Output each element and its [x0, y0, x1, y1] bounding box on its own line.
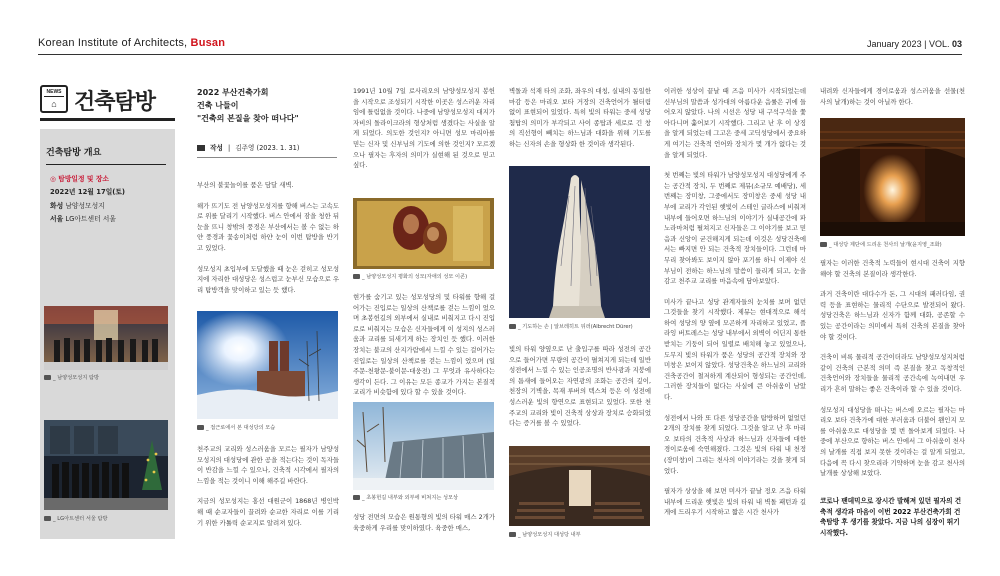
header-rule — [38, 54, 962, 55]
camera-icon — [509, 324, 516, 329]
schedule-label: ◎ 탐방일정 및 장소 — [50, 175, 109, 183]
brand-name: Korean Institute of Architects, — [38, 37, 188, 49]
section-title: 건축탐방 — [74, 90, 156, 115]
article-title-block — [197, 86, 299, 125]
camera-icon — [509, 532, 516, 537]
body-col3b: 빛의 타워 양옆으로 난 출입구를 따라 성전의 공간으로 들어가면 무량의 공간이 펼쳐지게 되는데 일반 성전에서 느낄 수 있는 인공조명의 반사광과 지붕에의 틈새에 들어오는 자연광의 조화는 공간의 깊이, 천장의 기벽을, 목재 루버의 텍스쳐 등은 이 성전에 성스러운 빛의 향연으로 표현되고 있었다. 또한 천주교의 교리와 빛이 건축적 상상과 장치로 승화되었다는 증거를 볼 수 있었다. — [509, 345, 651, 428]
camera-icon — [44, 516, 51, 521]
group-photo-namyang — [44, 306, 168, 370]
body-col5: 내려와 신자들에게 경이로움과 성스러움을 선물(천사의 날개)하는 것이 아닐까 한다. — [820, 87, 965, 106]
photo-interior-wings — [820, 118, 965, 236]
sidebar-heading: 건축탐방 개요 — [46, 148, 102, 158]
camera-icon — [44, 375, 51, 380]
body-col2: 1991년 10월 7일 로사리오의 남양성모성지 봉헌을 시작으로 조성되기 시작한 이곳은 성스러운 자리임에 틀림없을 것이다. 나중에 남양성모성지 대지가 자비의 돌라이크라의 형상처럼 생겼다는 사실을 알게 되었다. 의도한 것인지? 아니면 성모 마리아를 믿는 신자 및 신부님의 기도에 의한 것인지? 모르겠으나 필자는 후자의 의미가 실현해 된 것으로 믿고 싶다. — [353, 87, 495, 170]
article-subtitle: 건축 나들이 — [197, 101, 239, 110]
author-name: 김주영 (2023. 1. 31) — [235, 144, 300, 152]
camera-icon — [353, 495, 360, 500]
body-col3: 벽돌과 석재 타의 조화, 좌우의 대칭, 실내의 동일한 마감 등은 마리오 보타 거장의 건축언어가 될터림 없이 표현되어 있었다. 특히 빛의 타워는 중세 성당 첨탑의 의미가 부각되고 사이 종탑과 세로로 긴 창의 직선형이 빼치는 하느님과 대화을 위해 기도를 하는 신자의 손을 형상화 한 것이라 생각된다. — [509, 87, 651, 148]
author-line: 작성 | 김주영 (2023. 1. 31) — [197, 142, 299, 152]
brand-city: Busan — [190, 37, 226, 49]
conclusion-text: 코로나 팬데믹으로 장시간 발해져 있던 필자의 건축적 생각과 마음이 이번 2022 부산건축가회 건축탐방 후 생기를 찾았다. 지금 나의 심장이 뛰기 시작했다. — [820, 497, 962, 537]
caption-hands: _ 기도하는 손 | 알브레히트 뒤러(Albrecht Dürer) — [509, 323, 633, 330]
body-col2b: 현가를 숨기고 있는 성모성당의 및 타워를 향해 걸어가는 진입로는 일상의 산책로를 걷는 느낌이 었으며 초봉헌길의 외부에서 실내로 비춰지고 다시 진입로로 비춰지는 모습은 신자들에게 이 성지의 성스러움과 교리를 되새기게 하는 장치인 듯 했다. 이러한 장치는 불교의 산지가람에서 느낄 수 있는 걸어가는 진입로는 일상의 산책로를 걷는 느낌이 었으며 (일주문-천왕문-불이문-대웅전) 그 무엇과 유사하다는 생각이 든다. 그 이유는 모든 종교가 가지는 본질적 교리가 비슷함에 있다 할 수 있을 것이다. — [353, 293, 495, 397]
tour-date: 2022년 12월 17일(토) — [50, 188, 126, 196]
issue-date: January 2023 — [867, 39, 922, 49]
caption-church: _ 접근로에서 본 대성당의 모습 — [197, 424, 275, 431]
camera-icon — [197, 425, 204, 430]
separator: | — [924, 39, 927, 49]
photo-church-approach — [197, 311, 338, 419]
caption-path: _ 초봉헌길 내부와 외부에 비쳐지는 성모상 — [353, 494, 458, 501]
place-1: 화성 남양성모성지 — [50, 202, 105, 210]
body-col4: 이러한 성상이 끝날 때 즈음 미사가 시작되었는데 신부님의 말씀과 성가대의 아름다운 음률은 귀에 들어오지 않았다. 나의 시선은 성당 내 구석구석을 쫓아다니며 훑어보기 시작했다. 그리고 난 후 이 상징을 알게 되었는데 그고은 중세 고딕성당에서 중요하게 여기는 건축적 언어와 장치가 몇 개가 없다는 것을 알게 되었다. 첫 번째는 빛의 타워가 남양성모성지 대성당에게 주는 공간적 장치, 두 번째로 제뮤(소규모 예배당), 세 번째는 장미창, 그중에서도 장미창은 중세 성당 내부에 교리가 각인된 햇빛이 스테인 글라스에 비춰져 내부에 들어오면 하느님의 이야기가 실내공간에 파노라마처럼 펼쳐지고 신자들은 그 이야기를 보고 믿음과 신앙이 굳건해지게 되는데 이것은 성당건축에서는 빠지면 안 되는 건축적 장치들이다. 그런데 마무리 찾아봐도 보이지 않아 포기를 하니 이제야 신부님이 전하는 하느님의 말씀이 들리게 되고, 눈을 감고 천주교 교리를 마음속에 담아보았다. 미사가 끝나고 성당 관계자들의 눈치를 보며 없던 그것들을 찾기 시작했다. 제뮤는 현대적으로 해석 하여 성당의 양 옆에 모곤하게 자리하고 있었고, 플라잉 버트레스는 성당 내부에서 외벽이 어딘지 통한 받치는 기둥이 되어 일렬로 배치해 놓고 있었으나, 도무지 빛의 타워가 품은 성당의 공간적 장치와 장미창은 보이지 않았다. 성당건축은 하느님의 교리와 건축공간이 철저하게 계산되어 형성되는 공간인데, 그러한 장치들이 없다는 사실에 큰 아쉬움이 남았다. 성전에서 나와 또 다른 성당공간을 탐방하며 없었던 2개의 장치를 찾게 되었다. 그것을 알고 난 후 마리오 보타의 건축적 사상과 하느님과 신자들에 대한 경이로움에 숙연해졌다. 그것은 빛의 타워 내 천정(장미창)이 그리는 천사의 이야기라는 것을 찾게 되었다. 필자가 상상을 해 보면 미사가 끝날 정오 즈음 타워 내부에 드리운 햇빛은 빛의 타워 내 벽돌 패턴과 길게에 드리우기 시작하고 짧은 시간 천사가 — [664, 87, 806, 517]
body-col5b: 필자는 이러한 건축적 노력들이 현시대 건축이 지향해야 할 건축의 본질이라 생각한다. 과거 건축이란 대다수가 돈, 그 시대의 패러다임, 권력 등을 표현하는 물리적 수단으로 발전되어 왔다. 성당건축은 하느님과 신자가 함께 대화, 공존할 수 있는 공간이라는 의미에서 특히 건축의 본질을 찾아야 할 것이다. 건축이 비록 물리적 공간이더라도 남양성모성지처럼 같이 건축의 근본적 의미 즉 본질을 찾고 독창적인 건축언어와 장치들을 물리적 공간속에 녹여내면 우리가 흔히 말하는 좋은 건축이라 할 수 있을 것이다. 성모성지 대성당을 떠나는 버스에 오르는 필자는 마리오 보타 건축가에 대한 부러움과 더불어 왠인지 모를 아쉬움으로 대성당을 몇 번 돌아보게 되었다. 나중에 부산으로 향하는 버스 안에서 그 아쉬움이 천사의 날개를 직접 보지 못한 것이라는 걸 알게 되었고, 다음에 꼭 다시 찾으리라 기약하며 눈을 감고 천사의 날개를 상상해 보았다. — [820, 259, 965, 478]
article-kicker: 2022 부산건축가회 — [197, 88, 269, 97]
vol-label: VOL. — [928, 39, 950, 49]
caption-namyang-tour: _ 남양성모성지 탐방 — [44, 374, 99, 381]
badge-text: NEWS — [46, 89, 62, 95]
author-rule — [197, 157, 337, 158]
photo-nave — [509, 446, 650, 526]
pen-icon — [197, 145, 205, 151]
body-col1b: 천주교의 교리와 성스러움을 모르는 필자가 남양성모성지의 대성당에 관한 공을 적는다는 것이 독자들이 반감을 느낄 수 있으나, 건축적 시각에서 필자의 느낌을 적는 것이니 이해 해주길 바란다. 지금의 성모성지는 홍선 대원군이 1868년 병인박해 때 순교자들이 끌려와 순교한 자리로 이를 기리기 위한 카톨릭 순교지로 알려져 있다. — [197, 445, 339, 527]
vol-number: 03 — [951, 39, 962, 49]
author-label: 작성 — [210, 144, 223, 152]
body-col2c: 성당 전면의 모습은 원통형의 빛의 타워 매스 2개가 육중하게 우리를 맞이하였다. 육중한 매스, — [353, 513, 495, 532]
group-photo-lg-arts — [44, 420, 168, 510]
camera-icon — [820, 242, 827, 247]
sidebar-rule — [46, 164, 166, 165]
body-col1: 부산의 불꽃놀이를 품은 담달 새벽. 해가 뜨기도 전 남양성모성지를 향해 버스는 고속도로 위를 달리기 시작했다. 버스 안에서 잠을 청한 뒤 눈을 뜨니 창밖의 풍경은 부산에서는 볼 수 없는 하얀 풍경과 꽃송이처럼 하얀 눈이 이번 탐방을 반기고 있었다. 성모성지 초입부에 도달했을 때 눈은 걷히고 성모성지에 자리한 대성당은 성스럽고 눈부신 모습으로 우리 탐방객을 맞이하고 있는 듯 했다. — [197, 181, 339, 294]
photo-icon-painting — [353, 198, 494, 269]
caption-icon: _ 남양성모성지 평화의 성모(자애의 성모 이콘) — [353, 273, 467, 280]
caption-lg-tour: _ LG아트센터 서울 탐방 — [44, 515, 108, 522]
article-quote-title: "건축의 본질을 찾아 떠나다" — [197, 114, 299, 123]
masthead — [38, 37, 225, 49]
issue-info — [867, 39, 962, 49]
caption-nave: _ 남양성모성지 대성당 내부 — [509, 531, 581, 538]
section-rule — [40, 118, 175, 121]
place-2: 서울 LG아트센터 서울 — [50, 215, 116, 223]
caption-interior: _ 대성당 제단에 드리운 천사의 날개(윤지영_조화) — [820, 241, 942, 248]
camera-icon — [353, 274, 360, 279]
photo-praying-hands — [509, 166, 650, 318]
photo-path-corridor — [353, 402, 494, 490]
news-badge-icon: NEWS ⌂ — [40, 85, 68, 113]
